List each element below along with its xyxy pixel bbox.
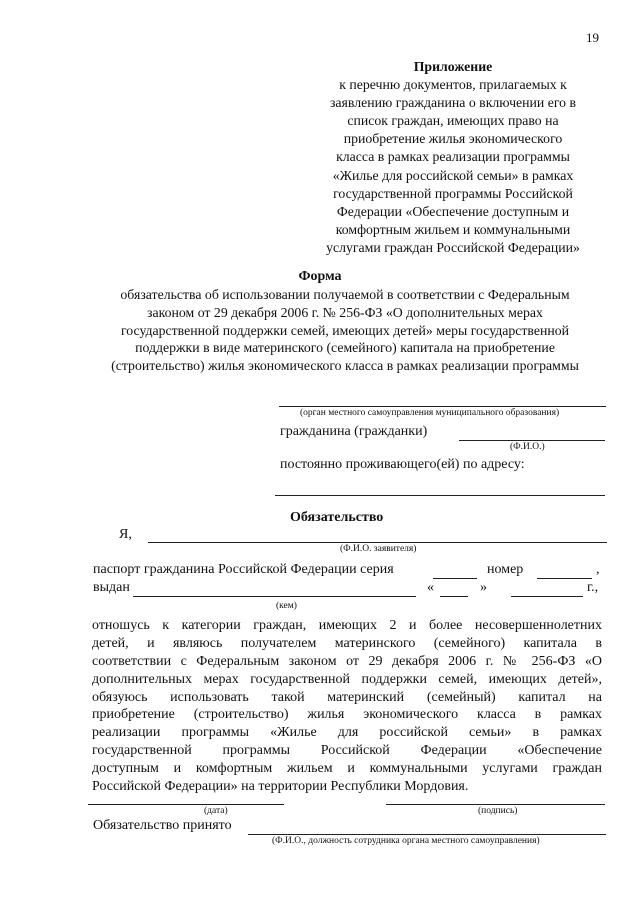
citizen-name-field[interactable] (459, 440, 605, 441)
obligation-body-line: государственной программы Российской Федерации «Обеспечение (92, 743, 602, 759)
obligation-body (92, 617, 602, 796)
form-description-line: поддержки в виде материнского (семейного) капитала на приобретение (135, 340, 555, 356)
comma: , (596, 562, 600, 577)
by-whom-caption: (кем) (276, 601, 297, 611)
appendix-line: государственной программы Российской (333, 185, 573, 201)
citizen-label: гражданина (гражданки) (280, 424, 428, 439)
obligation-body-line: дополнительных мерах государственной поддержки семей, имеющих детей», (92, 671, 602, 687)
employee-caption: (Ф.И.О., должность сотрудника органа местного самоуправления) (272, 836, 540, 846)
signature-field[interactable] (386, 804, 605, 805)
quote-close: » (480, 580, 487, 595)
appendix-line: услугами граждан Российской Федерации» (326, 239, 580, 255)
date-caption: (дата) (204, 806, 228, 816)
authority-caption: (орган местного самоуправления муниципального образования) (300, 408, 560, 418)
obligation-body-line: отношусь к категории граждан, имеющих 2 и более несовершеннолетних (92, 618, 602, 633)
obligation-body-line: приобретение (строительство) жилья экономического класса в рамках (92, 707, 602, 723)
issued-label: выдан (93, 580, 130, 595)
address-field[interactable] (275, 495, 605, 496)
obligation-body-line: соответствии с Федеральным законом от 29 декабря 2006 г. № 256-ФЗ «О (92, 653, 602, 669)
issue-day-field[interactable] (440, 596, 468, 597)
employee-field[interactable] (248, 834, 606, 835)
passport-label: паспорт гражданина Российской Федерации серия (93, 562, 394, 577)
form-description-line: обязательства об использовании получаемой в соответствии с Федеральным (120, 287, 570, 302)
issued-by-field[interactable] (133, 596, 416, 597)
obligation-body-line: реализации программы «Жилье для российской семьи» в рамках (92, 725, 602, 741)
obligation-body-line: доступным и комфортным жильем и коммунальными услугами граждан (92, 761, 602, 777)
form-description-line: (строительство) жилья экономического класса в рамках реализации программы (111, 358, 579, 374)
quote-open: « (427, 580, 434, 595)
appendix-block (300, 58, 606, 257)
appendix-line: класса в рамках реализации программы (336, 149, 570, 165)
passport-series-field[interactable] (433, 578, 477, 579)
address-label: постоянно проживающего(ей) по адресу: (280, 457, 525, 472)
appendix-line: список граждан, имеющих право на (347, 113, 559, 129)
year-suffix: г., (587, 580, 599, 595)
obligation-body-line: детей, и являюсь получателем материнского (семейного) капитала в (92, 635, 602, 651)
passport-number-label: номер (487, 562, 524, 577)
appendix-line: приобретение жилья экономического (343, 131, 563, 147)
applicant-caption: (Ф.И.О. заявителя) (340, 544, 417, 554)
obligation-body-last-line: Российской Федерации» на территории Республики Мордовия. (92, 779, 469, 795)
fio-caption: (Ф.И.О.) (510, 442, 545, 452)
applicant-name-field[interactable] (148, 542, 607, 543)
appendix-line: к перечню документов, прилагаемых к (339, 77, 567, 93)
page-number: 19 (586, 30, 599, 45)
authority-field[interactable] (279, 406, 606, 407)
obligation-body-line: обязуюсь использовать такой материнский (семейный) капитал на (92, 689, 602, 705)
passport-number-field[interactable] (537, 578, 592, 579)
appendix-line: комфортным жильем и коммунальными (335, 221, 571, 237)
signature-caption: (подпись) (478, 806, 518, 816)
ya-label: Я, (119, 527, 132, 542)
form-description-line: государственной поддержки семей, имеющих детей» меры государственной (120, 322, 570, 338)
appendix-line: Федерации «Обеспечение доступным и (336, 203, 570, 219)
obligation-title: Обязательство (290, 510, 384, 525)
appendix-line: заявлению гражданина о включении его в (329, 95, 577, 111)
appendix-line: «Жилье для российской семьи» в рамках (332, 167, 574, 183)
issue-month-field[interactable] (511, 596, 583, 597)
form-title: Форма (298, 269, 342, 284)
accepted-label: Обязательство принято (93, 818, 232, 833)
appendix-title: Приложение (413, 59, 493, 74)
date-field[interactable] (88, 804, 284, 805)
form-description-line: законом от 29 декабря 2006 г. № 256-ФЗ «О дополнительных мерах (147, 304, 543, 320)
form-description (80, 286, 610, 375)
